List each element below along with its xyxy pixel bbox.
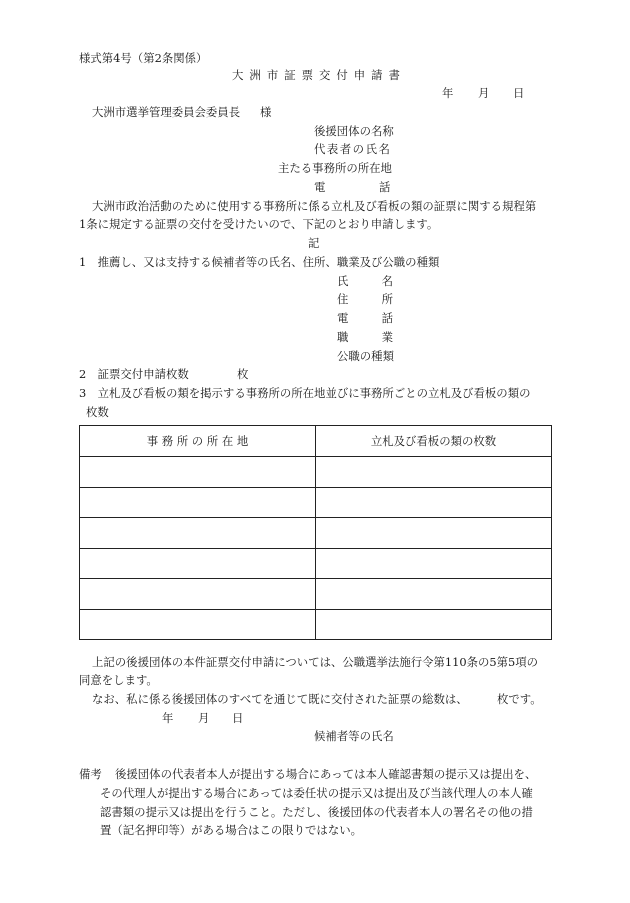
date2-day: 日 — [232, 711, 244, 725]
remarks-line-4: 置（記名押印等）がある場合はこの限りではない。 — [100, 823, 362, 837]
total-line-suffix: 枚です。 — [497, 692, 542, 706]
remarks-label: 備考 — [79, 767, 102, 781]
date2-year: 年 — [162, 711, 174, 725]
item-1: 1 推薦し、又は支持する候補者等の氏名、住所、職業及び公職の種類 — [79, 255, 440, 269]
form-title: 大洲市証票交付申請書 — [232, 68, 406, 82]
table-cell[interactable] — [316, 579, 552, 610]
table-header-signboard-count: 立札及び看板の類の枚数 — [316, 426, 552, 457]
rep-name-label: 代表者の氏名 — [314, 142, 392, 156]
date-day: 日 — [513, 86, 525, 100]
candidate-office-type-label: 公職の種類 — [337, 349, 394, 363]
org-name-label: 後援団体の名称 — [314, 124, 394, 138]
intro-line-1: 大洲市政治活動のために使用する事務所に係る立札及び看板の類の証票に関する規程第 — [92, 199, 537, 213]
table-row — [80, 457, 552, 488]
remarks-line-1: 後援団体の代表者本人が提出する場合にあっては本人確認書類の提示又は提出を、 — [115, 767, 537, 781]
table-row — [80, 579, 552, 610]
item-2-unit: 枚 — [237, 367, 249, 381]
table-row — [80, 487, 552, 518]
table-cell[interactable] — [80, 548, 316, 579]
remarks-line-2: その代理人が提出する場合にあっては委任状の提示又は提出及び当該代理人の本人確 — [100, 786, 533, 800]
table-cell[interactable] — [80, 579, 316, 610]
table-cell[interactable] — [316, 609, 552, 640]
date2-month: 月 — [198, 711, 210, 725]
candidate-name-label — [337, 274, 393, 288]
table-header-office-address: 事 務 所 の 所 在 地 — [80, 426, 316, 457]
table-cell[interactable] — [316, 518, 552, 549]
table-cell[interactable] — [80, 457, 316, 488]
intro-line-2: 1条に規定する証票の交付を受けたいので、下記のとおり申請します。 — [79, 217, 439, 231]
addressee: 大洲市選挙管理委員会委員長 — [92, 105, 241, 119]
candidate-name-label-b: 名 — [381, 274, 393, 288]
table-row — [80, 609, 552, 640]
total-line-prefix: なお、私に係る後援団体のすべてを通じて既に交付された証票の総数は、 — [92, 692, 468, 706]
table-header-row — [80, 426, 552, 457]
candidate-name-label-a: 氏 — [337, 274, 349, 288]
candidate-occupation-label — [337, 330, 393, 344]
table-row — [80, 548, 552, 579]
table-cell[interactable] — [80, 487, 316, 518]
candidate-occupation-label-a: 職 — [337, 330, 349, 344]
table-cell[interactable] — [316, 457, 552, 488]
candidate-phone-label-a: 電 — [337, 311, 349, 325]
candidate-address-label-a: 住 — [337, 292, 349, 306]
item-3-line-1: 3 立札及び看板の類を掲示する事務所の所在地並びに事務所ごとの立札及び看板の類の — [79, 386, 531, 400]
item-2: 2 証票交付申請枚数 — [79, 367, 189, 381]
applicant-phone-label: 電 話 — [314, 180, 391, 194]
table-cell[interactable] — [316, 487, 552, 518]
date-year: 年 — [442, 86, 454, 100]
candidate-phone-label — [337, 311, 393, 325]
table-cell[interactable] — [80, 609, 316, 640]
candidate-address-label-b: 所 — [381, 292, 393, 306]
office-address-label: 主たる事務所の所在地 — [278, 161, 392, 175]
candidate-occupation-label-b: 業 — [381, 330, 393, 344]
candidate-phone-label-b: 話 — [381, 311, 393, 325]
form-number: 様式第4号（第2条関係） — [79, 51, 208, 65]
consent-line-1: 上記の後援団体の本件証票交付申請については、公職選挙法施行令第110条の5第5項の — [92, 655, 539, 669]
office-signboard-table — [79, 425, 552, 640]
candidate-signature-label: 候補者等の氏名 — [314, 729, 394, 743]
table-row — [80, 518, 552, 549]
candidate-address-label — [337, 292, 393, 306]
table-cell[interactable] — [80, 518, 316, 549]
remarks-line-3: 認書類の提示又は提出を行うこと。ただし、後援団体の代表者本人の署名その他の措 — [100, 805, 533, 819]
date-month: 月 — [478, 86, 490, 100]
consent-line-2: 同意をします。 — [79, 673, 158, 687]
ki-marker: 記 — [308, 236, 320, 250]
honorific: 様 — [260, 105, 272, 119]
table-cell[interactable] — [316, 548, 552, 579]
item-3-line-2: 枚数 — [86, 405, 109, 419]
